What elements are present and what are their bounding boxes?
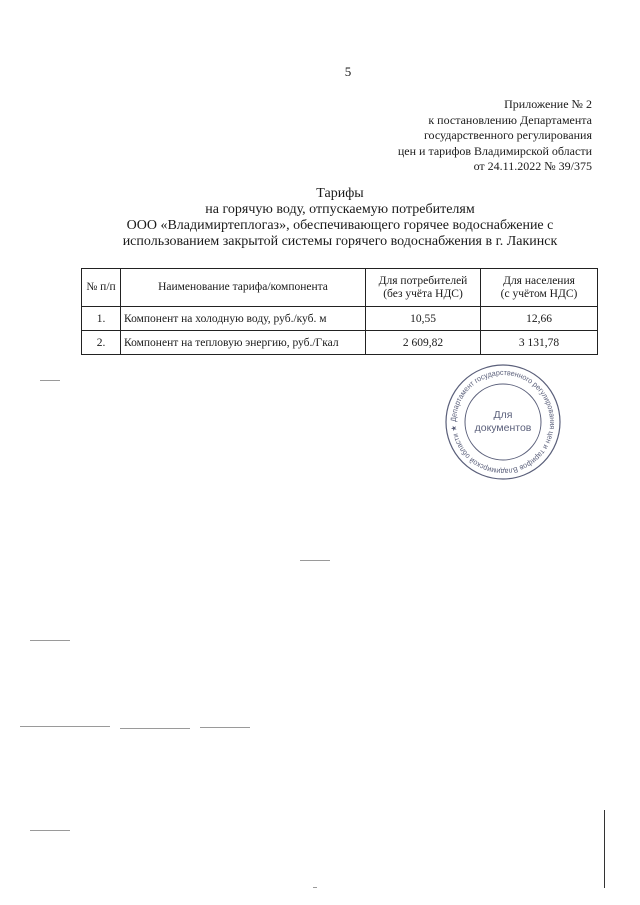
appendix-line: государственного регулирования: [423, 128, 592, 142]
stamp-center-line2: документов: [474, 422, 532, 434]
table-row: [82, 331, 598, 355]
stamp-center-line1: Для: [493, 409, 513, 421]
header-name: Наименование тарифа/компонента: [121, 269, 366, 307]
margin-rule: [604, 810, 605, 888]
scan-noise: [30, 830, 70, 831]
appendix-header: [398, 97, 592, 175]
row-consumers-value: 10,55: [366, 307, 481, 331]
row-num: 1.: [82, 307, 121, 331]
header-population-line1: Для населения: [503, 274, 575, 287]
row-name: Компонент на холодную воду, руб./куб. м: [121, 307, 366, 331]
row-num: 2.: [82, 331, 121, 355]
table-row: [82, 307, 598, 331]
header-num: № п/п: [82, 269, 121, 307]
row-consumers-value: 2 609,82: [366, 331, 481, 355]
scan-noise: [40, 380, 60, 381]
title-line: ООО «Владимиртеплогаз», обеспечивающего горячее водоснабжение с: [126, 218, 554, 233]
page-number: 5: [344, 64, 352, 79]
header-consumers-line1: Для потребителей: [378, 274, 468, 287]
row-population-value: 3 131,78: [481, 331, 598, 355]
document-title: [60, 186, 620, 250]
header-consumers-line2: (без учёта НДС): [383, 287, 463, 300]
scan-noise: [30, 640, 70, 641]
scan-noise: [200, 727, 250, 728]
header-population-line2: (с учётом НДС): [500, 287, 578, 300]
header-consumers: [366, 269, 481, 307]
appendix-line: от 24.11.2022 № 39/375: [473, 159, 592, 173]
row-population-value: 12,66: [481, 307, 598, 331]
header-population: [481, 269, 598, 307]
table-header-row: [82, 269, 598, 307]
scan-noise: [300, 560, 330, 561]
appendix-line: Приложение № 2: [504, 97, 592, 111]
scan-noise: [313, 887, 317, 888]
appendix-line: цен и тарифов Владимирской области: [397, 143, 592, 158]
stamp-ring-text: Департамент государственного регулирования цен и тарифов Владимирской области ★: [448, 367, 558, 477]
scan-noise: [20, 726, 110, 727]
scan-noise: [120, 728, 190, 729]
row-name: Компонент на тепловую энергию, руб./Гкал: [121, 331, 366, 355]
appendix-line: к постановлению Департамента: [428, 112, 592, 127]
official-stamp: [443, 362, 563, 482]
tariff-table: [81, 268, 598, 355]
title-line: использованием закрытой системы горячего водоснабжения в г. Лакинск: [122, 234, 558, 249]
title-line: на горячую воду, отпускаемую потребителям: [205, 202, 475, 217]
title-heading: Тарифы: [316, 186, 364, 201]
